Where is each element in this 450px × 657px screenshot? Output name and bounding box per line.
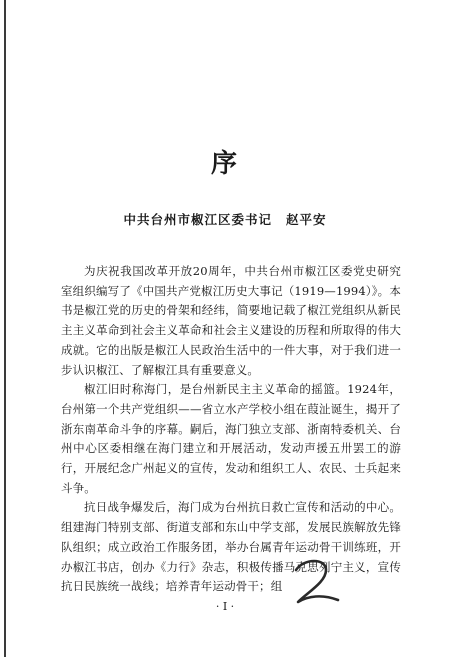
body-text [61, 262, 401, 597]
byline-name: 赵平安 [286, 212, 327, 227]
paragraph-1: 为庆祝我国改革开放20周年，中共台州市椒江区委党史研究室组织编写了《中国共产党椒江历史大事记（1919—1994）》。本书是椒江党的历史的骨架和经纬，简要地记载了椒江党组织从新民主主义革命到社会主义革命和社会主义建设的历程和所取得的伟大成就。它的出版是椒江人民政治生活中的一件大事，对于我们进一步认识椒江、了解椒江具有重要意义。 [61, 264, 401, 377]
page-edge [4, 0, 6, 657]
byline-position: 中共台州市椒江区委书记 [123, 212, 272, 227]
paragraph-3: 抗日战争爆发后，海门成为台州抗日救亡宣传和活动的中心。组建海门特别支部、街道支部和东山中学支部，发展民族解放先锋队组织；成立政治工作服务团，举办台属青年运动骨干训练班，开办椒江书店，创办《力行》杂志，积极传播马克思列宁主义，宣传抗日民族统一战线；培养青年运动骨干；组 [61, 500, 401, 594]
page-number: · I · [215, 600, 235, 613]
page-title: 序 [210, 149, 239, 179]
paragraph-2: 椒江旧时称海门，是台州新民主主义革命的摇篮。1924年，台州第一个共产党组织——省立水产学校小组在葭沚诞生，揭开了浙东南革命斗争的序幕。嗣后，海门独立支部、浙南特委机关、台州中心区委相继在海门建立和开展活动，发动声援五卅罢工的游行，开展纪念广州起义的宣传，发动和组织工人、农民、士兵起来斗争。 [61, 382, 401, 495]
byline [0, 210, 450, 228]
